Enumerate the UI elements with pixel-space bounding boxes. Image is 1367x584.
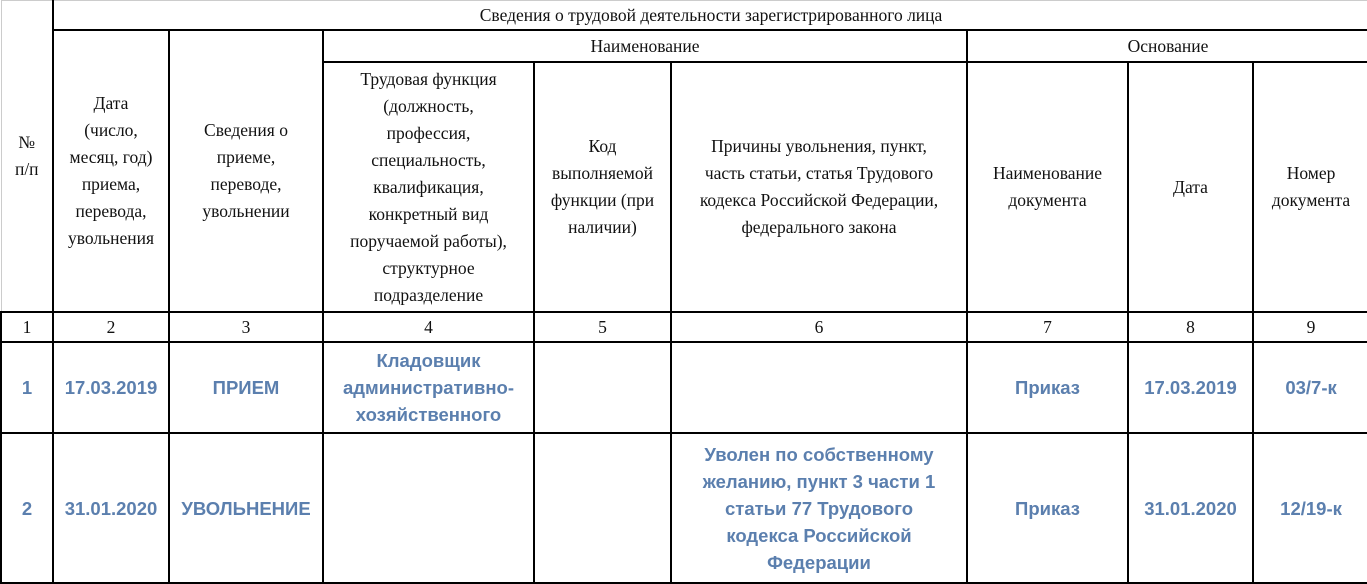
reason-line: кодекса Российской	[726, 524, 912, 546]
header-line: структурное	[382, 257, 475, 278]
header-line: квалификация,	[373, 176, 484, 197]
header-line: поручаемой работы),	[350, 230, 507, 251]
row-dismissal-reason	[671, 433, 967, 583]
column-number: 5	[534, 312, 671, 342]
header-cell-number	[1, 1, 53, 313]
column-number: 4	[323, 312, 534, 342]
header-line: месяц, год)	[69, 147, 153, 167]
row-function-code	[534, 342, 671, 433]
row-date: 17.03.2019	[53, 342, 169, 433]
table-title: Сведения о трудовой деятельности зарегистрированного лица	[53, 1, 1367, 31]
header-line: (должность,	[383, 95, 474, 116]
row-event: УВОЛЬНЕНИЕ	[169, 433, 323, 583]
header-cell-date	[53, 30, 169, 312]
row-number: 1	[1, 342, 53, 433]
row-dismissal-reason	[671, 342, 967, 433]
reason-line: Уволен по собственному	[704, 443, 934, 465]
header-line: п/п	[14, 159, 39, 179]
header-line: приема,	[81, 174, 141, 194]
header-line: переводе,	[210, 174, 282, 194]
table-row	[1, 433, 1367, 583]
header-cell-document-number	[1253, 62, 1367, 312]
column-number: 6	[671, 312, 967, 342]
header-line: Сведения о	[204, 120, 288, 140]
reason-line: статьи 77 Трудового	[724, 497, 914, 519]
header-line: федерального закона	[741, 217, 897, 237]
row-document-number: 03/7-к	[1253, 342, 1367, 433]
header-line: приеме,	[216, 147, 276, 167]
row-document-name: Приказ	[967, 433, 1128, 583]
header-line: Дата	[93, 93, 129, 113]
column-number: 9	[1253, 312, 1367, 342]
header-line: увольнения	[67, 228, 155, 248]
header-cell-document-date	[1128, 62, 1253, 312]
column-number: 7	[967, 312, 1128, 342]
header-line: часть статьи, статья Трудового	[704, 163, 934, 183]
header-line: Трудовая функция	[360, 68, 497, 89]
function-line: хозяйственного	[355, 404, 502, 425]
header-line: Наименование	[992, 163, 1103, 183]
column-number: 1	[1, 312, 53, 342]
header-line: функции (при	[550, 190, 655, 210]
row-labor-function	[323, 433, 534, 583]
row-function-code	[534, 433, 671, 583]
header-cell-document-name	[967, 62, 1128, 312]
column-number: 2	[53, 312, 169, 342]
header-line: профессия,	[386, 122, 471, 143]
header-cell-dismissal-reason	[671, 62, 967, 312]
header-line: перевода,	[75, 201, 147, 221]
header-cell-function-code	[534, 62, 671, 312]
row-labor-function	[323, 342, 534, 433]
row-event: ПРИЕМ	[169, 342, 323, 433]
row-document-date: 17.03.2019	[1128, 342, 1253, 433]
group-header-naimenovanie: Наименование	[323, 30, 967, 62]
header-line: Причины увольнения, пункт,	[711, 136, 927, 156]
header-line: наличии)	[568, 217, 637, 237]
row-document-number: 12/19-к	[1253, 433, 1367, 583]
header-line: Номер	[1286, 163, 1336, 183]
row-date: 31.01.2020	[53, 433, 169, 583]
header-line: Дата	[1173, 176, 1208, 197]
header-line: подразделение	[373, 284, 484, 305]
group-header-osnovanie: Основание	[967, 30, 1367, 62]
header-line: (число,	[84, 120, 138, 140]
table-row	[1, 342, 1367, 433]
reason-line: желанию, пункт 3 части 1	[702, 470, 936, 492]
reason-line: Федерации	[767, 551, 871, 573]
header-cell-labor-function	[323, 62, 534, 312]
row-document-date: 31.01.2020	[1128, 433, 1253, 583]
header-line: увольнении	[202, 201, 290, 221]
header-cell-event-info	[169, 30, 323, 312]
header-line: выполняемой	[551, 163, 653, 183]
header-line: специальность,	[371, 149, 486, 170]
row-number: 2	[1, 433, 53, 583]
column-number: 8	[1128, 312, 1253, 342]
header-line: кодекса Российской Федерации,	[699, 190, 939, 210]
column-number: 3	[169, 312, 323, 342]
row-document-name: Приказ	[967, 342, 1128, 433]
header-line: Код	[588, 136, 617, 156]
header-line: конкретный вид	[368, 203, 489, 224]
function-line: административно-	[342, 377, 515, 398]
header-line: документа	[1271, 190, 1351, 210]
function-line: Кладовщик	[376, 350, 481, 371]
header-line: №	[18, 132, 36, 152]
header-line: документа	[1008, 190, 1087, 210]
